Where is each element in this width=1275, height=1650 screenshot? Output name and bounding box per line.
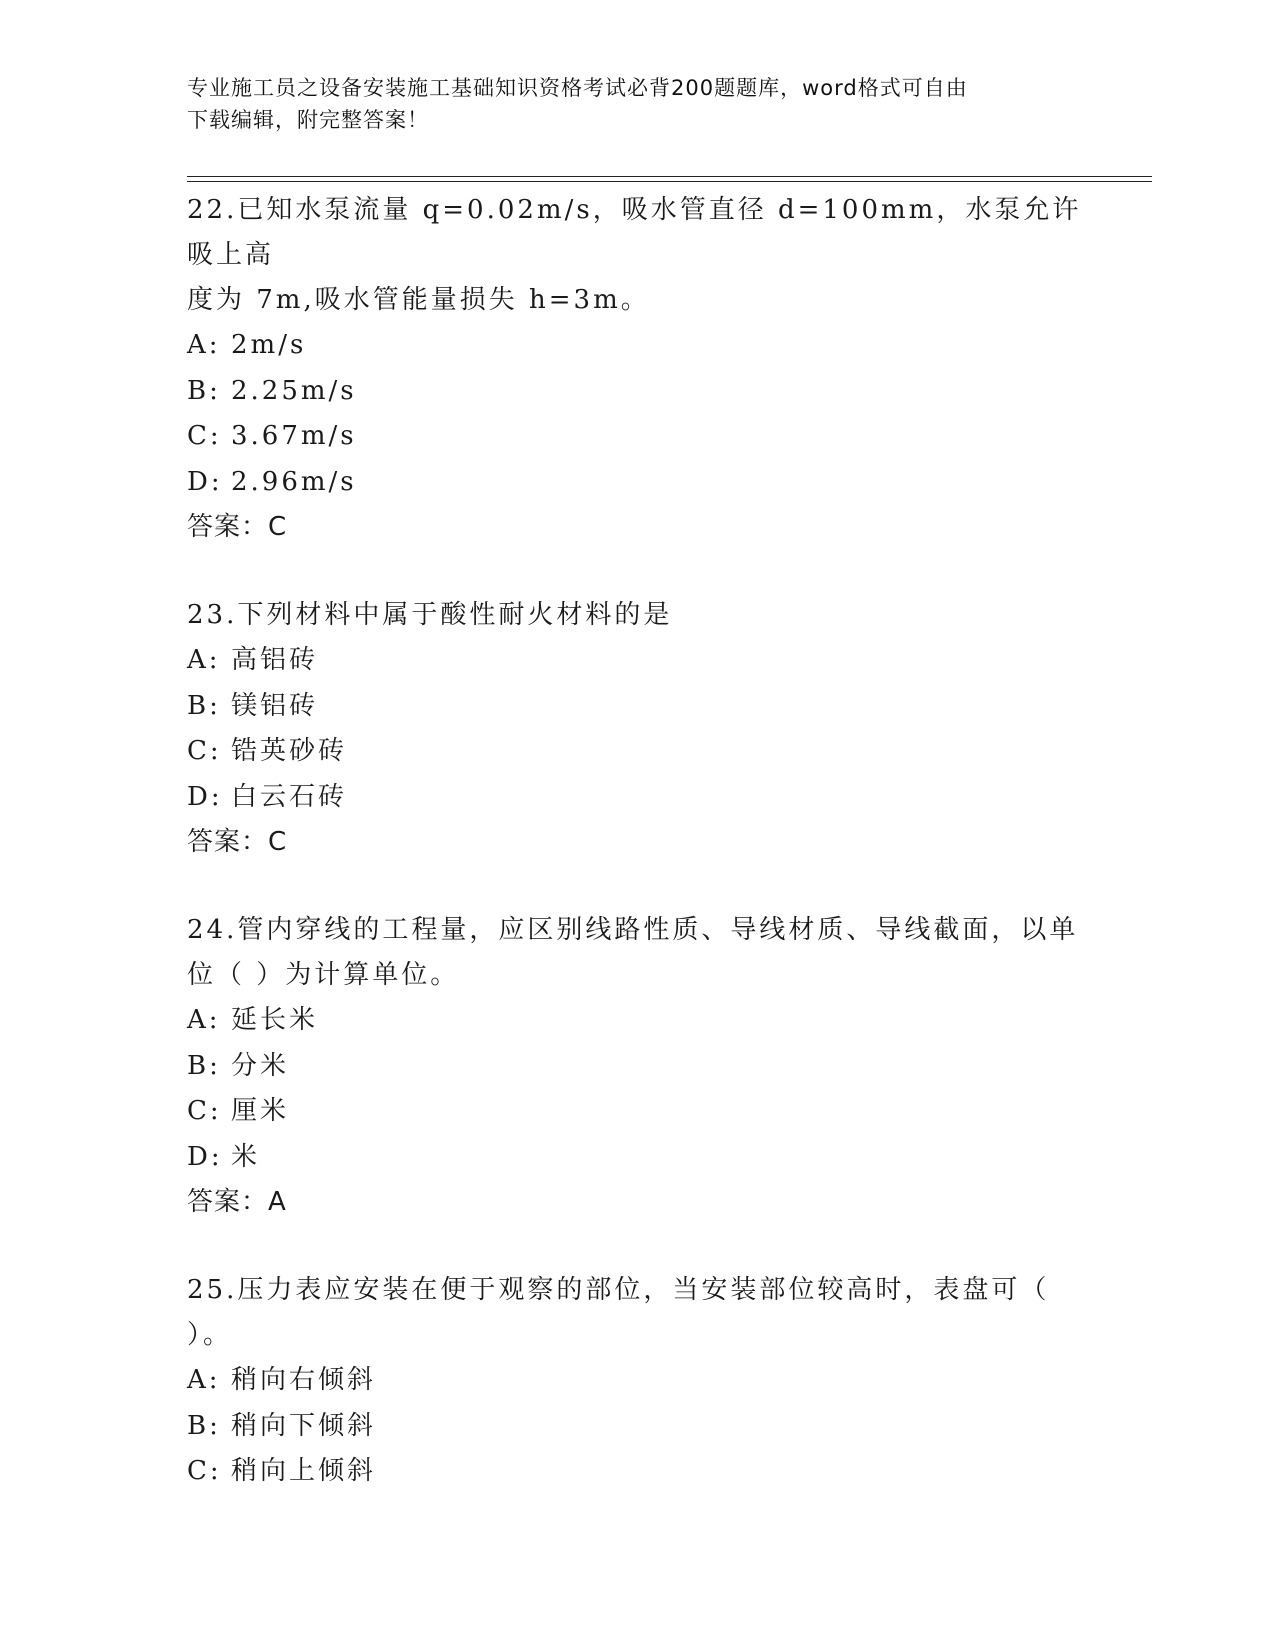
question-text — [187, 1268, 1087, 1358]
option-text: 高铝砖 — [231, 645, 319, 675]
question-text-line: 24.管内穿线的工程量，应区别线路性质、导线材质、导线截面，以单 — [187, 915, 1079, 945]
option-b — [187, 1044, 1087, 1090]
question-text — [187, 908, 1087, 998]
option-letter: D: — [187, 466, 223, 497]
option-a — [187, 323, 1087, 369]
question-24 — [187, 908, 1087, 1225]
answer: 答案：C — [187, 827, 288, 857]
option-text: 厘米 — [231, 1096, 290, 1126]
question-text-line: 25.压力表应安装在便于观察的部位，当安装部位较高时，表盘可（ — [187, 1275, 1050, 1305]
option-letter: A: — [187, 330, 221, 360]
header-rule-bottom — [187, 181, 1152, 182]
option-letter: A: — [187, 645, 221, 675]
answer: 答案：C — [187, 512, 288, 542]
option-c — [187, 1089, 1087, 1135]
option-text: 镁铝砖 — [231, 690, 319, 721]
header-rule-top — [187, 176, 1152, 177]
option-letter: C: — [187, 736, 222, 766]
option-text: 锆英砂砖 — [231, 736, 348, 766]
answer: 答案：A — [187, 1187, 287, 1217]
question-22 — [187, 188, 1087, 550]
option-letter: A: — [187, 1005, 221, 1035]
question-25 — [187, 1268, 1087, 1495]
option-text: 2.25m/s — [231, 375, 357, 406]
question-text-line: 22.已知水泵流量 q=0.02m/s，吸水管直径 d=100mm，水泵允许吸上高 — [187, 195, 1082, 270]
option-a — [187, 998, 1087, 1044]
option-text: 延长米 — [231, 1005, 319, 1035]
option-letter: D: — [187, 781, 223, 812]
option-text: 稍向上倾斜 — [231, 1456, 377, 1486]
question-text-line: ）。 — [187, 1320, 233, 1350]
question-text-line: 位（ ）为计算单位。 — [187, 960, 460, 990]
option-text: 白云石砖 — [231, 781, 348, 812]
page-header — [187, 72, 1087, 136]
question-text-line: 23.下列材料中属于酸性耐火材料的是 — [187, 600, 673, 630]
option-d — [187, 775, 1087, 821]
option-letter: B: — [187, 1050, 221, 1081]
option-text: 3.67m/s — [231, 421, 357, 451]
option-letter: B: — [187, 690, 221, 721]
option-text: 稍向右倾斜 — [231, 1365, 377, 1395]
option-b — [187, 369, 1087, 415]
option-text: 2m/s — [231, 330, 307, 360]
header-line-2: 下载编辑，附完整答案！ — [187, 108, 429, 132]
option-letter: C: — [187, 1096, 222, 1126]
option-letter: D: — [187, 1141, 223, 1172]
question-text — [187, 188, 1087, 323]
option-b — [187, 1404, 1087, 1450]
option-c — [187, 414, 1087, 460]
option-letter: C: — [187, 421, 222, 451]
option-letter: A: — [187, 1365, 221, 1395]
option-letter: B: — [187, 375, 221, 406]
option-text: 分米 — [231, 1050, 290, 1081]
question-text-line: 度为 7m,吸水管能量损失 h=3m。 — [187, 285, 650, 315]
option-c — [187, 1449, 1087, 1495]
option-text: 2.96m/s — [231, 466, 357, 497]
option-text: 米 — [231, 1141, 261, 1172]
option-letter: C: — [187, 1456, 222, 1486]
option-letter: B: — [187, 1410, 221, 1441]
option-a — [187, 1358, 1087, 1404]
header-line-1: 专业施工员之设备安装施工基础知识资格考试必背200题题库，word格式可自由 — [187, 76, 968, 100]
question-23 — [187, 593, 1087, 865]
option-c — [187, 729, 1087, 775]
option-d — [187, 460, 1087, 506]
option-a — [187, 638, 1087, 684]
option-text: 稍向下倾斜 — [231, 1410, 377, 1441]
question-list — [187, 188, 1087, 1538]
option-b — [187, 684, 1087, 730]
option-d — [187, 1135, 1087, 1181]
question-text — [187, 593, 1087, 638]
